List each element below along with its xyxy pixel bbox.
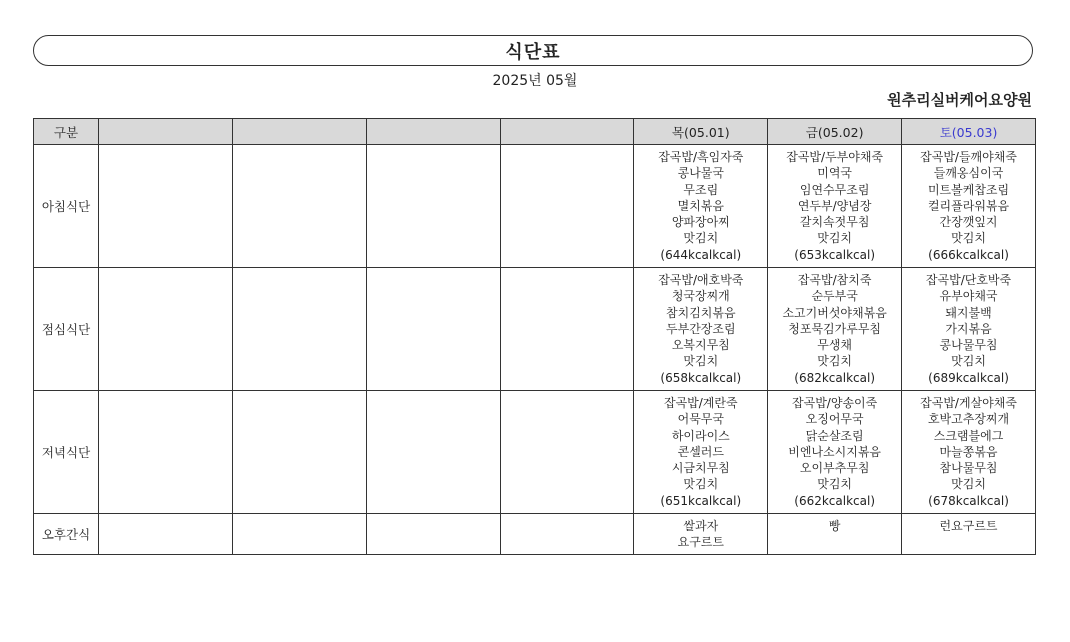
table-row: [34, 145, 1036, 268]
table-row: [34, 391, 1036, 514]
menu-item: 소고기버섯야채볶음: [782, 305, 887, 320]
menu-item: (644kcalkcal): [660, 247, 742, 262]
meal-type-label: 오후간식: [34, 514, 99, 555]
menu-cell: [99, 514, 233, 555]
menu-item: 잡곡밥/계란죽: [663, 396, 738, 410]
menu-item: (682kcalkcal): [794, 370, 876, 385]
menu-item: 스크램블에그: [933, 428, 1004, 443]
organization-name: 원추리실버케어요양원: [887, 91, 1032, 109]
menu-item: 비엔나소시지볶음: [788, 444, 882, 459]
table-row: [34, 514, 1036, 555]
menu-item: 참나물무침: [939, 461, 998, 476]
menu-item: (651kcalkcal): [660, 493, 742, 508]
menu-item: 마늘쫑볶음: [939, 444, 998, 459]
menu-item: 콘셀러드: [677, 444, 724, 459]
day-header: [366, 119, 500, 145]
menu-item: 런요구르트: [939, 519, 998, 533]
menu-cell: [99, 391, 233, 514]
menu-item: 돼지불백: [945, 305, 992, 320]
menu-item: 잡곡밥/들깨야채죽: [920, 150, 1017, 164]
table-row: [34, 268, 1036, 391]
menu-item: 청포묵김가루무침: [788, 321, 882, 336]
menu-item: 잡곡밥/양송이죽: [792, 396, 878, 410]
menu-item: 멸치볶음: [677, 198, 724, 213]
menu-item: 요구르트: [677, 535, 724, 550]
menu-cell: [768, 145, 902, 268]
page-title: 식단표: [505, 41, 561, 63]
menu-cell: [232, 514, 366, 555]
menu-cell: [902, 268, 1036, 391]
menu-item: 참치김치볶음: [666, 305, 736, 320]
menu-cell: [634, 145, 768, 268]
menu-item: 무조림: [683, 182, 719, 197]
menu-cell: [232, 391, 366, 514]
day-header-friday: 금(05.02): [768, 119, 902, 145]
menu-item: 맛김치: [683, 231, 719, 246]
menu-cell: [768, 391, 902, 514]
menu-item: 잡곡밥/흑임자죽: [658, 150, 744, 164]
menu-item: 무생채: [817, 338, 853, 353]
menu-item: 빵: [828, 519, 841, 533]
menu-item: 오복지무침: [671, 338, 730, 353]
menu-item: 갈치속젓무침: [799, 215, 870, 230]
menu-item: 미역국: [817, 166, 853, 181]
menu-cell: [366, 514, 500, 555]
menu-item: (678kcalkcal): [928, 493, 1009, 508]
menu-cell: [232, 268, 366, 391]
menu-item: (662kcalkcal): [794, 493, 876, 508]
menu-item: (689kcalkcal): [928, 370, 1009, 385]
menu-item: 맛김치: [683, 477, 719, 492]
menu-item: 순두부국: [811, 289, 858, 304]
day-header-saturday: 토(05.03): [902, 119, 1036, 145]
menu-cell: [768, 268, 902, 391]
menu-item: 양파장아찌: [671, 215, 730, 230]
menu-cell: [500, 268, 634, 391]
day-header-thursday: 목(05.01): [634, 119, 768, 145]
menu-item: 시금치무침: [671, 461, 730, 476]
menu-cell: [902, 145, 1036, 268]
menu-item: (658kcalkcal): [660, 370, 742, 385]
menu-cell: [902, 514, 1036, 555]
menu-item: 청국장찌개: [671, 289, 730, 304]
menu-item: 맛김치: [817, 231, 853, 246]
menu-item: 콩나물국: [677, 166, 724, 181]
menu-item: (666kcalkcal): [928, 247, 1009, 262]
menu-item: 오이부추무침: [799, 461, 870, 476]
menu-item: (653kcalkcal): [794, 247, 876, 262]
menu-item: 맛김치: [951, 231, 986, 246]
menu-item: 잡곡밥/단호박죽: [925, 273, 1012, 287]
menu-cell: [500, 145, 634, 268]
menu-item: 콩나물무침: [939, 338, 998, 353]
title-banner: [33, 35, 1033, 66]
menu-item: 맛김치: [683, 354, 719, 369]
menu-item: 쌀과자: [683, 519, 719, 533]
menu-cell: [99, 145, 233, 268]
menu-item: 맛김치: [951, 477, 986, 492]
menu-cell: [366, 268, 500, 391]
category-header: 구분: [34, 119, 99, 145]
menu-item: 하이라이스: [671, 428, 730, 443]
month-label: 2025년 05월: [492, 73, 578, 89]
day-header: [500, 119, 634, 145]
menu-item: 연두부/양념장: [797, 198, 872, 213]
meal-type-label: 아침식단: [34, 145, 99, 268]
meal-type-label: 저녁식단: [34, 391, 99, 514]
menu-item: 맛김치: [817, 354, 853, 369]
menu-item: 맛김치: [951, 354, 986, 369]
menu-item: 미트볼케찹조림: [927, 182, 1010, 197]
menu-cell: [366, 145, 500, 268]
menu-item: 유부야채국: [939, 289, 998, 304]
menu-item: 컬리플라워볶음: [927, 198, 1010, 213]
menu-cell: [634, 514, 768, 555]
menu-item: 잡곡밥/두부야채죽: [786, 150, 884, 164]
meal-plan-table: [33, 118, 1036, 555]
menu-item: 잡곡밥/참치죽: [797, 273, 872, 287]
menu-item: 잡곡밥/애호박죽: [658, 273, 744, 287]
menu-item: 어묵무국: [677, 412, 724, 427]
menu-cell: [500, 391, 634, 514]
day-header: [232, 119, 366, 145]
table-header-row: [34, 119, 1036, 145]
menu-item: 임연수무조림: [799, 182, 870, 197]
menu-cell: [634, 391, 768, 514]
meal-type-label: 점심식단: [34, 268, 99, 391]
menu-item: 잡곡밥/게살야채죽: [920, 396, 1017, 410]
menu-item: 호박고추장찌개: [927, 412, 1010, 427]
menu-cell: [500, 514, 634, 555]
menu-cell: [366, 391, 500, 514]
menu-item: 가지볶음: [945, 321, 992, 336]
menu-item: 간장깻잎지: [939, 215, 998, 230]
menu-item: 맛김치: [817, 477, 853, 492]
menu-cell: [634, 268, 768, 391]
menu-cell: [768, 514, 902, 555]
menu-cell: [232, 145, 366, 268]
menu-item: 들깨옹심이국: [933, 166, 1004, 181]
menu-cell: [99, 268, 233, 391]
day-header: [99, 119, 233, 145]
menu-cell: [902, 391, 1036, 514]
menu-item: 두부간장조림: [666, 321, 736, 336]
menu-item: 오징어무국: [805, 412, 864, 427]
menu-item: 닭순살조림: [805, 428, 864, 443]
